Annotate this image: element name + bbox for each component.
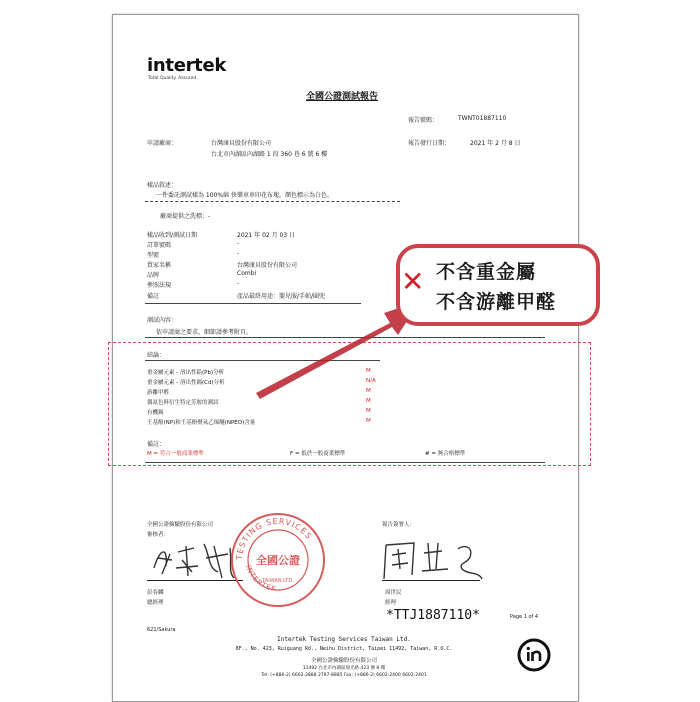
result-item: 偶氮色料衍生特定芳胺的測試 <box>147 400 219 406</box>
cross-icon: ✕ <box>401 265 425 298</box>
field-label: 樣品收到/測試日期 <box>147 232 198 239</box>
field-value: - <box>237 280 240 287</box>
test-content-label: 測試內容： <box>147 317 178 324</box>
footer-address-zh: 11492 台北市內湖區瑞光路 423 號 8 樓 <box>302 666 386 671</box>
legend-m: M = 符合一般商業標準 <box>147 451 204 457</box>
field-value: - <box>237 240 240 247</box>
intertek-circle-icon <box>516 637 552 673</box>
report-title: 全國公證測試報告 <box>306 92 379 102</box>
field-value: 產品最終用途：嬰兒服/手帕/圍兜 <box>237 293 326 300</box>
result-value: N/A <box>366 378 376 384</box>
right-title: 經理 <box>385 600 397 606</box>
sample-desc-label: 樣品敘述： <box>147 182 178 189</box>
field-label: 訂單號碼 <box>147 242 172 249</box>
form-number: 621/Sakura <box>147 627 176 633</box>
result-item: 重金屬元素 - 溶出性鉛(Pb)分析 <box>147 370 225 376</box>
page-number: Page 1 of 4 <box>510 614 539 620</box>
result-item: 游離甲醛 <box>147 390 170 396</box>
intertek-logo: intertek <box>147 55 227 76</box>
left-title: 總經理 <box>147 600 164 606</box>
field-label: 備註 <box>147 293 160 300</box>
result-item: 有機錫 <box>147 410 164 416</box>
legend-label: 備註： <box>147 441 166 448</box>
field-label: 品牌 <box>147 272 160 279</box>
footer-company-zh: 全國公證檢驗股份有限公司 <box>310 658 378 664</box>
result-value: M <box>366 398 371 404</box>
field-label: 參照法規 <box>147 282 172 289</box>
issue-date: 2021 年 2 月 8 日 <box>470 140 521 147</box>
result-value: M <box>366 388 371 394</box>
reviewer-label: 審核者： <box>147 532 170 538</box>
conclusion-label: 結論： <box>147 352 166 359</box>
right-signer-label: 報告簽署人： <box>382 522 416 528</box>
company-seal <box>228 510 328 610</box>
legend-hash: # = 無合格標準 <box>425 451 466 457</box>
right-signature <box>378 535 488 585</box>
field-label: 買家名稱 <box>147 262 172 269</box>
result-item: 壬基酚(NP)和壬基酚聚氧乙烯醚(NPEO)含量 <box>147 420 256 426</box>
result-value: M <box>366 368 371 374</box>
legend-f: F = 低於一般商業標準 <box>290 451 346 457</box>
sample-desc: 一件委託測試樣為 100%綿 快樂車車印花布塊，顏色標示為白色。 <box>156 192 333 199</box>
report-code: *TTJ1887110* <box>386 608 480 623</box>
left-signature <box>148 538 238 583</box>
callout-line-2: 不含游離甲醛 <box>436 291 557 313</box>
right-signature-line <box>382 580 480 581</box>
applicant-address: 台北市內湖區內湖路 1 段 360 巷 6 號 6 樓 <box>211 151 328 158</box>
stamp-side-text: TAIWAN LTD. <box>262 578 294 584</box>
stamp-center-text: 全國公證 <box>256 554 300 567</box>
footer-tel: Tel: (+886-2) 6602-2888 2797-8885 Fax: (+886-2) 6602-2400 6602-2401 <box>261 673 427 678</box>
field-value: - <box>237 250 240 257</box>
field-value: Combi <box>237 270 257 277</box>
field-value: 2021 年 02 月 03 日 <box>237 232 296 239</box>
report-no: TWNT01887110 <box>458 115 507 122</box>
footer-company-en: Intertek Testing Services Taiwan Ltd. <box>277 636 411 643</box>
result-value: M <box>366 418 371 424</box>
divider <box>145 201 400 202</box>
field-label: 型號 <box>147 252 160 259</box>
logo-tagline: Total Quality. Assured. <box>148 76 198 81</box>
result-value: M <box>366 408 371 414</box>
field-value: 台灣康貝股份有限公司 <box>237 262 298 269</box>
callout-line-1: 不含重金屬 <box>436 261 537 283</box>
applicant-label: 申請廠商： <box>147 140 178 147</box>
applicant-name: 台灣康貝股份有限公司 <box>211 140 272 147</box>
footer-address-en: 8F., No. 423, Ruiguang Rd., Neihu District, Taipei 11492, Taiwan, R.O.C. <box>235 646 453 652</box>
left-person: 彭春麟 <box>147 590 164 596</box>
divider <box>145 462 545 463</box>
issue-date-label: 報告發行日期： <box>408 140 451 147</box>
result-item: 重金屬元素 - 溶出性鎘(Cd)分析 <box>147 380 225 386</box>
left-company: 全國公證檢驗股份有限公司 <box>147 522 214 528</box>
right-person: 周世民 <box>385 590 402 596</box>
test-content: 依申請商之要求，細節請參考附頁。 <box>156 329 253 336</box>
stamp-top-text: TESTING SERVICES <box>234 516 314 561</box>
vendor-provided-label: 廠商提供之洗標：- <box>160 213 211 220</box>
report-no-label: 報告號碼： <box>408 117 439 124</box>
stamp-bottom-text: INTERTEK <box>244 564 278 593</box>
